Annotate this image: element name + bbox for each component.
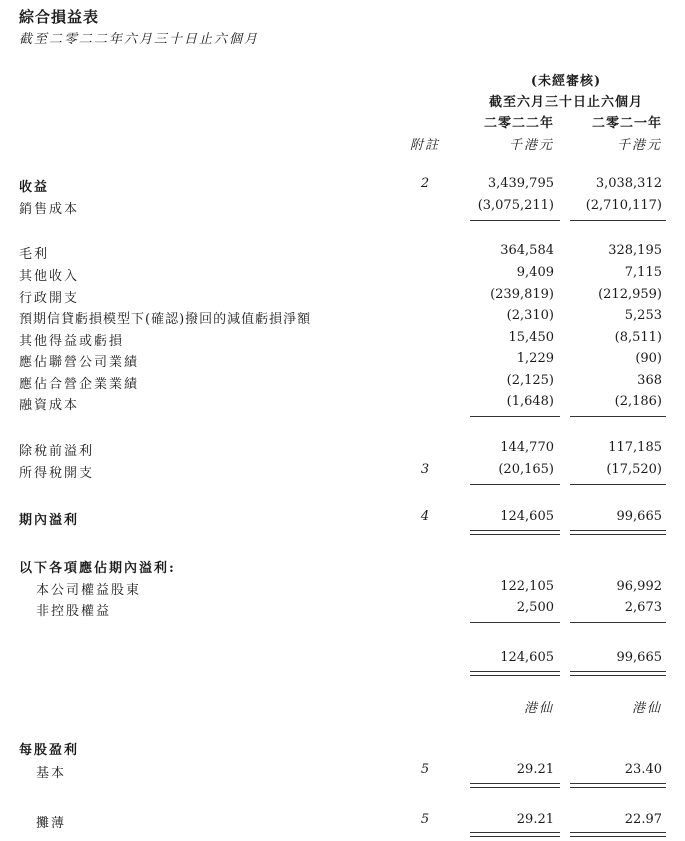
row-value-2021: (2,710,117) xyxy=(585,198,662,213)
unaudited-header: (未經審核) xyxy=(530,74,602,89)
total-double-rule xyxy=(470,530,560,535)
table-row xyxy=(0,462,685,482)
row-value-2021: 3,038,312 xyxy=(595,176,662,191)
row-label: 每股盈利 xyxy=(19,743,80,758)
subtotal-rule xyxy=(570,220,666,221)
table-row xyxy=(0,812,685,832)
row-value-2022: (239,819) xyxy=(490,287,554,302)
table-row xyxy=(0,697,685,717)
row-value-2022: 1,229 xyxy=(516,351,554,366)
total-double-rule xyxy=(470,832,560,837)
subtotal-rule xyxy=(470,416,560,417)
cents-unit-2022: 港仙 xyxy=(523,701,554,716)
row-note: 3 xyxy=(420,462,430,477)
row-label: 應佔聯營公司業績 xyxy=(19,355,140,370)
year-2022-header: 二零二二年 xyxy=(483,116,554,131)
row-note: 4 xyxy=(420,509,430,524)
row-label: 融資成本 xyxy=(19,398,80,413)
row-value-2021: (212,959) xyxy=(598,287,662,302)
row-label: 行政開支 xyxy=(19,291,80,306)
row-value-2021: (17,520) xyxy=(606,462,662,477)
row-label: 毛利 xyxy=(19,247,50,262)
row-value-2021: 2,673 xyxy=(624,600,662,615)
row-value-2022: (3,075,211) xyxy=(477,198,554,213)
row-value-2022: 2,500 xyxy=(516,600,554,615)
subtotal-rule xyxy=(470,220,560,221)
row-value-2021: 7,115 xyxy=(624,265,662,280)
row-label: 所得稅開支 xyxy=(19,466,95,481)
row-value-2021: 22.97 xyxy=(624,812,662,827)
row-label: 基本 xyxy=(36,766,67,781)
table-row xyxy=(0,600,685,620)
row-value-2022: 9,409 xyxy=(516,265,554,280)
table-row xyxy=(0,440,685,460)
row-value-2021: 99,665 xyxy=(616,509,662,524)
row-note: 2 xyxy=(420,176,430,191)
row-value-2022: (2,125) xyxy=(506,373,554,388)
row-value-2022: 364,584 xyxy=(500,243,554,258)
total-double-rule xyxy=(570,530,666,535)
row-label: 銷售成本 xyxy=(19,202,80,217)
table-row xyxy=(0,579,685,599)
row-value-2022: (1,648) xyxy=(506,394,554,409)
table-row xyxy=(0,176,685,196)
row-value-2021: 368 xyxy=(637,373,662,388)
subtotal-rule xyxy=(570,416,666,417)
row-label: 非控股權益 xyxy=(36,604,112,619)
row-value-2021: (90) xyxy=(635,351,662,366)
table-row xyxy=(0,287,685,307)
cents-unit-2021: 港仙 xyxy=(631,701,662,716)
row-value-2021: 117,185 xyxy=(608,440,662,455)
subtotal-rule xyxy=(470,484,560,485)
total-double-rule xyxy=(570,832,666,837)
row-value-2022: 29.21 xyxy=(516,762,554,777)
row-note: 5 xyxy=(420,812,430,827)
row-value-2022: (2,310) xyxy=(506,308,554,323)
total-double-rule xyxy=(470,783,560,788)
row-label: 以下各項應佔期內溢利: xyxy=(19,561,176,576)
table-row xyxy=(0,394,685,414)
total-double-rule xyxy=(570,671,666,676)
row-label: 收益 xyxy=(19,180,50,195)
table-row xyxy=(0,265,685,285)
row-value-2022: 144,770 xyxy=(500,440,554,455)
row-label: 預期信貸虧損模型下(確認)撥回的減值虧損淨額 xyxy=(19,312,312,327)
table-row xyxy=(0,557,685,577)
subtotal-rule xyxy=(570,484,666,485)
row-value-2021: 23.40 xyxy=(624,762,662,777)
row-value-2022: 29.21 xyxy=(516,812,554,827)
table-row xyxy=(0,373,685,393)
year-2021-header: 二零二一年 xyxy=(591,116,662,131)
table-row xyxy=(0,330,685,350)
table-row xyxy=(0,650,685,670)
row-label: 攤薄 xyxy=(36,816,67,831)
row-label: 本公司權益股東 xyxy=(36,583,142,598)
row-value-2022: 3,439,795 xyxy=(487,176,554,191)
row-value-2021: (8,511) xyxy=(614,330,662,345)
row-value-2021: 99,665 xyxy=(616,650,662,665)
unit-2021-header: 千港元 xyxy=(616,138,662,153)
row-value-2022: (20,165) xyxy=(498,462,554,477)
table-row xyxy=(0,509,685,529)
period-header: 截至六月三十日止六個月 xyxy=(488,95,643,110)
row-label: 其他收入 xyxy=(19,269,80,284)
row-label: 除稅前溢利 xyxy=(19,444,95,459)
total-double-rule xyxy=(470,671,560,676)
table-row xyxy=(0,739,685,759)
note-column-header: 附註 xyxy=(409,138,440,153)
unit-2022-header: 千港元 xyxy=(508,138,554,153)
row-value-2021: 5,253 xyxy=(624,308,662,323)
table-row xyxy=(0,762,685,782)
table-row xyxy=(0,351,685,371)
row-label: 應佔合營企業業績 xyxy=(19,377,140,392)
row-label: 期內溢利 xyxy=(19,513,80,528)
row-value-2021: 328,195 xyxy=(608,243,662,258)
statement-title: 綜合損益表 xyxy=(19,8,100,26)
row-value-2022: 124,605 xyxy=(500,509,554,524)
subtotal-rule xyxy=(470,622,560,623)
row-value-2021: 96,992 xyxy=(616,579,662,594)
total-double-rule xyxy=(570,783,666,788)
row-value-2022: 124,605 xyxy=(500,650,554,665)
table-row xyxy=(0,198,685,218)
table-row xyxy=(0,308,685,328)
row-value-2022: 122,105 xyxy=(500,579,554,594)
row-note: 5 xyxy=(420,762,430,777)
subtotal-rule xyxy=(570,622,666,623)
row-value-2021: (2,186) xyxy=(614,394,662,409)
table-row xyxy=(0,243,685,263)
row-value-2022: 15,450 xyxy=(508,330,554,345)
statement-subtitle: 截至二零二二年六月三十日止六個月 xyxy=(19,32,260,47)
row-label: 其他得益或虧損 xyxy=(19,334,125,349)
